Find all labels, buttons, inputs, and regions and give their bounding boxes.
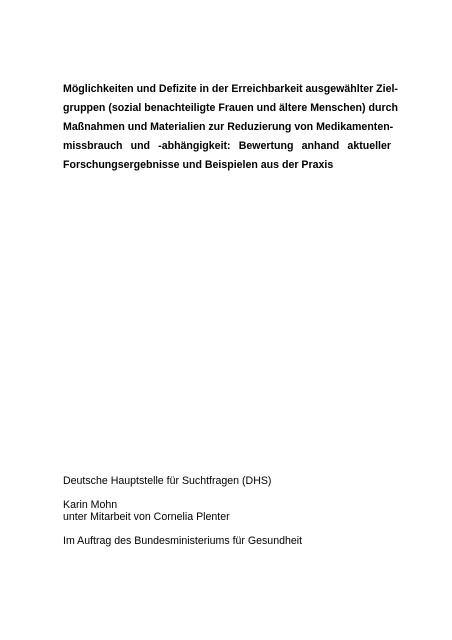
document-title	[63, 80, 398, 175]
title-word: anhand	[301, 140, 340, 152]
title-line-3: Maßnahmen und Materialien zur Reduzierung von Medikamenten-	[63, 121, 394, 133]
commission-line: Im Auftrag des Bundesministeriums für Gesundheit	[63, 535, 303, 547]
title-word: und	[130, 140, 151, 152]
title-word: -abhängigkeit:	[158, 140, 231, 152]
title-line-4	[63, 137, 391, 156]
title-word: Bewertung	[238, 140, 294, 152]
title-word: aktueller	[347, 140, 391, 152]
title-line-1-text: Möglichkeiten und Defizite in der Erreichbarkeit ausgewählter Ziel-	[63, 83, 398, 95]
title-line-2: gruppen (sozial benachteiligte Frauen und ältere Menschen) durch	[63, 102, 398, 114]
collaborator-line: unter Mitarbeit von Cornelia Plenter	[63, 511, 230, 523]
title-line-5: Forschungsergebnisse und Beispielen aus der Praxis	[63, 159, 334, 171]
title-word: missbrauch	[63, 140, 123, 152]
organization-name: Deutsche Hauptstelle für Suchtfragen (DHS)	[63, 475, 272, 487]
author-name: Karin Mohn	[63, 499, 118, 511]
title-line-1	[63, 80, 398, 99]
